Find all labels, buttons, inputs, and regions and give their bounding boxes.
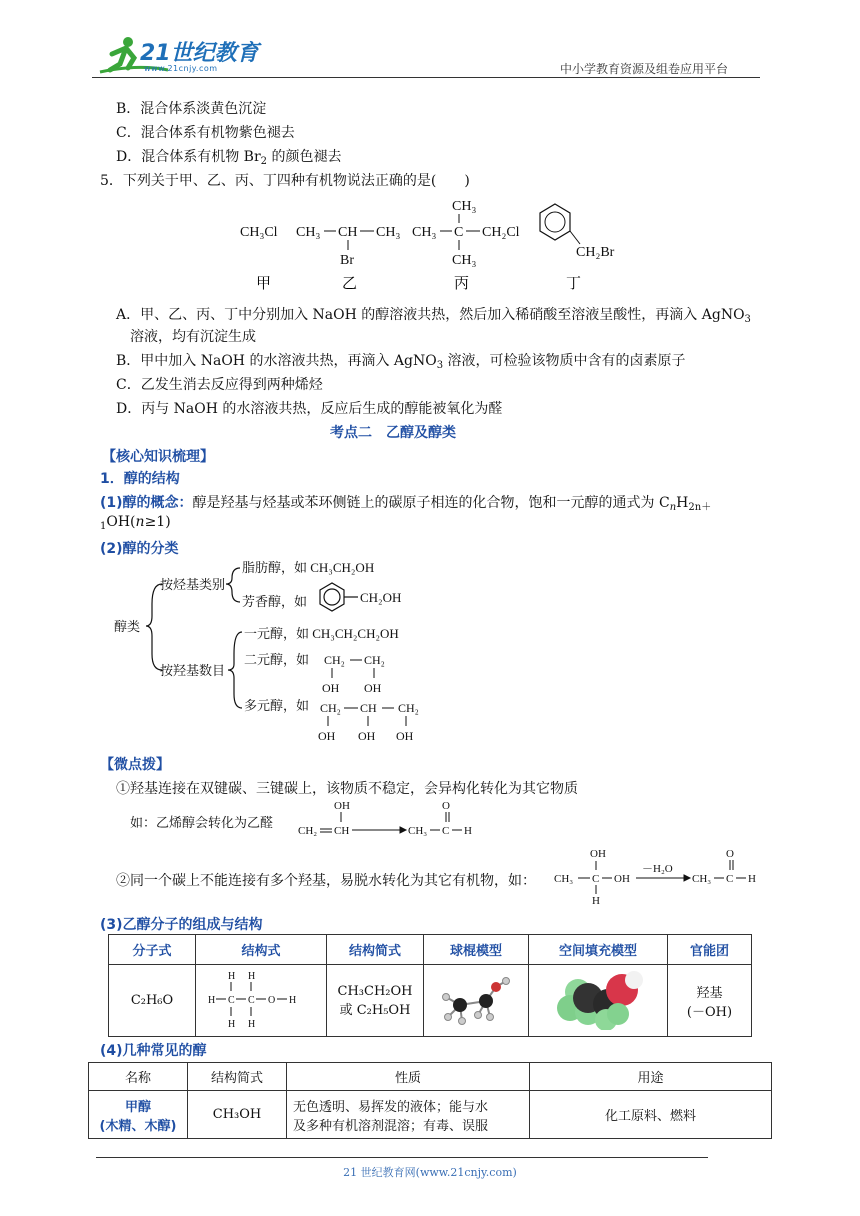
footer-text: 21 世纪教育网(www.21cnjy.com): [343, 1166, 517, 1179]
svg-text:H: H: [748, 873, 756, 885]
class-by-hydrocarbon: 按烃基类别: [160, 577, 226, 592]
row-use: 化工原料、燃料: [530, 1091, 772, 1139]
class-aliphatic: 脂肪醇，如 CH₃CH₂OH: [242, 560, 375, 575]
def-text: 醇是羟基与烃基或苯环侧链上的碳原子相连的化合物，饱和一元醇的通式为 C: [192, 495, 670, 511]
eth-space-fill: [529, 965, 668, 1037]
eth-h-3: 球棍模型: [424, 935, 529, 965]
q5-b-post: 溶液，可检验该物质中含有的卤素原子: [443, 353, 686, 369]
svg-text:H: H: [592, 895, 600, 907]
header-divider: [92, 77, 760, 78]
q4-d-sub: 2: [260, 156, 268, 167]
tip-2: ②同一个碳上不能连接有多个羟基，易脱水转化为其它有机物，如：: [116, 873, 536, 889]
eth-simple-2: 或 C₂H₅OH: [339, 1002, 411, 1018]
def-h: H: [676, 495, 689, 511]
logo-url: www.21cnjy.com: [144, 64, 218, 73]
def-2n: 2n＋: [688, 502, 712, 513]
svg-text:OH: OH: [358, 729, 376, 743]
eth-h-0: 分子式: [109, 935, 196, 965]
q4-option-d: [116, 146, 341, 167]
svg-text:CH: CH: [334, 825, 350, 837]
dehydration-reaction: [552, 846, 764, 908]
svg-text:CH₃: CH₃: [412, 225, 437, 240]
q5-stem: 5．下列关于甲、乙、丙、丁四种有机物说法正确的是( ): [100, 173, 470, 189]
alcohol-definition-line2: [100, 514, 171, 532]
eth-h-4: 空间填充模型: [529, 935, 668, 965]
q5-option-c: C．乙发生消去反应得到两种烯烃: [116, 377, 323, 393]
svg-text:CH₂: CH₂: [364, 653, 385, 667]
section-title: 考点二 乙醇及醇类: [330, 425, 456, 441]
row-prop-1: 无色透明、易挥发的液体；能与水: [293, 1099, 489, 1115]
svg-text:O: O: [442, 800, 450, 812]
q4-d-pre: D．混合体系有机物 Br: [116, 149, 261, 165]
common-heading: (4)几种常见的醇: [100, 1043, 207, 1059]
class-di: 二元醇，如: [244, 652, 310, 667]
label-ding: 丁: [566, 276, 582, 292]
com-h-3: 用途: [530, 1063, 772, 1091]
row-prop-2: 及多种有机溶剂混溶；有毒、误服: [293, 1118, 489, 1134]
svg-text:H: H: [228, 970, 236, 982]
ethanol-heading: (3)乙醇分子的组成与结构: [100, 917, 263, 933]
class-poly: 多元醇，如: [244, 698, 310, 713]
svg-text:CH₂: CH₂: [298, 825, 318, 837]
row-property: [287, 1091, 530, 1139]
q4-d-post: 的颜色褪去: [267, 149, 342, 165]
svg-text:CH₂: CH₂: [398, 701, 419, 715]
svg-text:H: H: [208, 994, 216, 1006]
common-alcohols-table: [88, 1062, 772, 1139]
q5-option-a-line2: 溶液，均有沉淀生成: [130, 329, 256, 345]
svg-text:C: C: [248, 994, 255, 1006]
q5-a1-sub: 3: [744, 314, 751, 325]
svg-text:CH₃Cl: CH₃Cl: [240, 225, 278, 240]
footer-divider: [96, 1157, 708, 1158]
tips-heading: 【微点拨】: [100, 757, 170, 773]
svg-text:OH: OH: [364, 681, 382, 695]
eth-h-1: 结构式: [196, 935, 327, 965]
svg-text:OH: OH: [614, 873, 630, 885]
svg-text:CH₃: CH₃: [692, 873, 712, 885]
classification-heading: (2)醇的分类: [100, 541, 179, 557]
row-name-1: 甲醇: [124, 1099, 151, 1115]
eth-formula: C₂H₆O: [109, 965, 196, 1037]
class-aromatic-tail: CH₂OH: [360, 590, 402, 605]
svg-text:CH₃: CH₃: [296, 225, 321, 240]
row-name-2: (木精、木醇): [99, 1118, 177, 1134]
label-bing: 丙: [454, 276, 470, 292]
svg-text:C: C: [726, 873, 734, 885]
def-n: n: [669, 502, 677, 513]
eth-simple-1: CH₃CH₂OH: [337, 983, 413, 999]
q5-option-a-line1: [116, 304, 751, 325]
svg-text:CH₃: CH₃: [452, 253, 477, 268]
label-jia: 甲: [256, 276, 272, 292]
ethanol-structural-formula: [206, 967, 316, 1031]
minus-h2o: －H₂O: [642, 863, 673, 875]
eth-group: [668, 965, 752, 1037]
space-filling-model: [548, 968, 648, 1030]
svg-text:OH: OH: [322, 681, 340, 695]
svg-text:CH₃: CH₃: [376, 225, 401, 240]
label-yi: 乙: [342, 276, 358, 292]
q4-option-c: C．混合体系有机物紫色褪去: [116, 125, 295, 141]
svg-text:OH: OH: [318, 729, 336, 743]
row-formula: CH₃OH: [188, 1091, 287, 1139]
q5-structures: [230, 190, 630, 294]
svg-text:C: C: [454, 225, 464, 240]
svg-text:H: H: [248, 1018, 256, 1030]
svg-text:CH₂: CH₂: [324, 653, 345, 667]
svg-text:CH₃: CH₃: [554, 873, 574, 885]
q4-option-b: B．混合体系淡黄色沉淀: [116, 101, 267, 117]
tip-1-example: 如：乙烯醇会转化为乙醛: [130, 816, 274, 831]
platform-name: 中小学教育资源及组卷应用平台: [560, 62, 729, 76]
table-row: [89, 1091, 772, 1139]
eth-h-5: 官能团: [668, 935, 752, 965]
ball-stick-model: [436, 969, 516, 1029]
eth-group-2: (－OH): [686, 1004, 733, 1020]
com-h-1: 结构简式: [188, 1063, 287, 1091]
logo-text: 21世纪教育: [140, 41, 259, 66]
eth-group-1: 羟基: [696, 985, 723, 1001]
svg-text:OH: OH: [396, 729, 414, 743]
structure-heading: 1．醇的结构: [100, 471, 180, 487]
class-by-hydroxyl: 按羟基数目: [160, 663, 226, 678]
svg-text:CH₂Cl: CH₂Cl: [482, 225, 520, 240]
eth-h-2: 结构简式: [327, 935, 424, 965]
com-h-0: 名称: [89, 1063, 188, 1091]
svg-text:Br: Br: [340, 253, 354, 268]
svg-text:H: H: [248, 970, 256, 982]
svg-text:CH₃: CH₃: [452, 199, 477, 214]
class-aromatic: 芳香醇，如: [242, 594, 308, 609]
eth-simple: [327, 965, 424, 1037]
def-label: (1)醇的概念：: [100, 495, 193, 511]
svg-text:CH₂: CH₂: [320, 701, 341, 715]
classification-diagram: [110, 554, 440, 750]
def2-n: n: [135, 514, 145, 530]
q5-option-d: D．丙与 NaOH 的水溶液共热，反应后生成的醇能被氧化为醛: [116, 401, 503, 417]
svg-text:C: C: [442, 825, 450, 837]
com-h-2: 性质: [287, 1063, 530, 1091]
svg-text:CH₃: CH₃: [408, 825, 428, 837]
def2-pre: 1: [100, 521, 107, 532]
svg-text:H: H: [228, 1018, 236, 1030]
q5-a1: A．甲、乙、丙、丁中分别加入 NaOH 的醇溶液共热，然后加入稀硝酸至溶液呈酸性，再滴入 AgNO: [116, 307, 745, 323]
row-name: [89, 1091, 188, 1139]
class-mono: 一元醇，如 CH₃CH₂CH₂OH: [244, 626, 399, 641]
svg-text:O: O: [726, 848, 734, 860]
tip-1: ①羟基连接在双键碳、三键碳上，该物质不稳定，会异构化转化为其它物质: [116, 781, 578, 797]
q5-b-pre: B．甲中加入 NaOH 的水溶液共热，再滴入 AgNO: [116, 353, 437, 369]
svg-text:CH: CH: [360, 701, 377, 715]
svg-text:OH: OH: [334, 800, 350, 812]
q5-option-b: [116, 350, 686, 371]
core-heading: 【核心知识梳理】: [102, 449, 214, 465]
def2-mid: OH(: [106, 514, 136, 530]
class-root: 醇类: [114, 619, 141, 634]
ethanol-table: [108, 934, 752, 1037]
svg-text:OH: OH: [590, 848, 606, 860]
alcohol-definition: [100, 492, 711, 513]
eth-ball-stick: [424, 965, 529, 1037]
svg-text:C: C: [592, 873, 600, 885]
vinyl-alcohol-reaction: [296, 798, 486, 840]
svg-text:CH₂Br: CH₂Br: [576, 245, 615, 260]
def2-post: ≥1): [144, 514, 171, 530]
svg-text:C: C: [228, 994, 235, 1006]
svg-text:H: H: [464, 825, 472, 837]
svg-text:O: O: [268, 994, 276, 1006]
q5-b-sub: 3: [436, 360, 444, 371]
svg-text:CH: CH: [338, 225, 358, 240]
svg-text:H: H: [289, 994, 297, 1006]
eth-structural: [196, 965, 327, 1037]
